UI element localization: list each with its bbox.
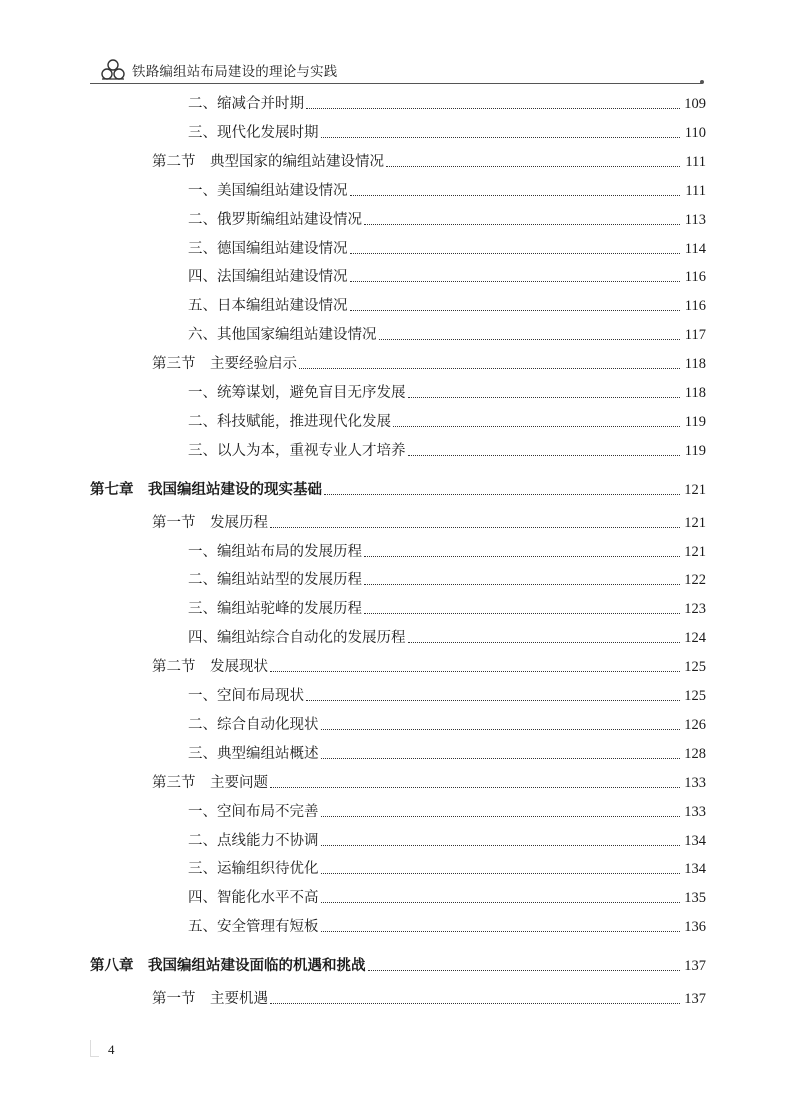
toc-entry-item[interactable] — [188, 886, 706, 910]
book-title: 铁路编组站布局建设的理论与实践 — [132, 64, 338, 80]
toc-entry-title: 四、编组站综合自动化的发展历程 — [188, 630, 406, 647]
toc-entry-chapter[interactable] — [90, 954, 706, 978]
toc-entry-page: 121 — [684, 514, 706, 531]
toc-entry-page: 122 — [684, 572, 706, 589]
toc-entry-item[interactable] — [188, 684, 706, 708]
toc-entry-page: 124 — [684, 630, 706, 647]
toc-entry-item[interactable] — [188, 742, 706, 766]
toc-entry-title: 第七章 我国编组站建设的现实基础 — [90, 481, 322, 498]
toc-entry-title: 三、以人为本，重视专业人才培养 — [188, 442, 406, 459]
toc-dot-leader — [270, 771, 680, 795]
toc-entry-page: 109 — [684, 96, 706, 112]
toc-dot-leader — [408, 626, 681, 650]
toc-entry-page: 133 — [684, 774, 706, 791]
running-header — [90, 56, 702, 86]
toc-entry-page: 110 — [684, 124, 706, 141]
toc-entry-page: 119 — [684, 413, 706, 430]
toc-entry-title: 四、智能化水平不高 — [188, 890, 319, 907]
toc-entry-title: 第三节 主要问题 — [152, 774, 268, 791]
toc-dot-leader — [321, 121, 681, 145]
toc-entry-page: 137 — [684, 991, 706, 1007]
toc-entry-page: 119 — [684, 442, 706, 459]
toc-entry-title: 二、科技赋能，推进现代化发展 — [188, 413, 391, 430]
toc-entry-page: 118 — [684, 385, 706, 401]
toc-dot-leader — [321, 857, 681, 881]
toc-entry-title: 一、空间布局不完善 — [188, 803, 319, 820]
toc-entry-title: 一、统筹谋划，避免盲目无序发展 — [188, 385, 406, 401]
toc-entry-item[interactable] — [188, 626, 706, 650]
toc-entry-section[interactable] — [152, 655, 706, 679]
toc-dot-leader — [393, 410, 680, 434]
toc-entry-title: 三、编组站驼峰的发展历程 — [188, 601, 362, 618]
toc-entry-item[interactable] — [188, 829, 706, 853]
toc-entry-title: 二、缩减合并时期 — [188, 96, 304, 112]
toc-dot-leader — [379, 323, 681, 347]
toc-entry-page: 137 — [684, 958, 706, 975]
toc-entry-page: 113 — [684, 211, 706, 228]
toc-entry-chapter[interactable] — [90, 478, 706, 502]
toc-entry-item[interactable] — [188, 540, 706, 564]
toc-entry-page: 134 — [684, 832, 706, 849]
toc-entry-section[interactable] — [152, 511, 706, 535]
toc-entry-item[interactable] — [188, 121, 706, 145]
toc-entry-item[interactable] — [188, 915, 706, 939]
toc-dot-leader — [306, 684, 680, 708]
toc-entry-item[interactable] — [188, 237, 706, 261]
toc-entry-title: 二、综合自动化现状 — [188, 716, 319, 733]
toc-dot-leader — [270, 511, 680, 535]
toc-dot-leader — [386, 150, 680, 174]
toc-entry-title: 第一节 主要机遇 — [152, 991, 268, 1007]
toc-dot-leader — [270, 987, 680, 1011]
toc-entry-item[interactable] — [188, 92, 706, 116]
toc-entry-page: 125 — [684, 688, 706, 704]
toc-entry-section[interactable] — [152, 352, 706, 376]
toc-entry-title: 一、美国编组站建设情况 — [188, 182, 348, 199]
toc-entry-page: 121 — [684, 543, 706, 560]
toc-entry-page: 135 — [684, 890, 706, 907]
toc-entry-title: 五、日本编组站建设情况 — [188, 298, 348, 315]
toc-entry-title: 三、德国编组站建设情况 — [188, 240, 348, 257]
toc-dot-leader — [408, 381, 681, 405]
toc-dot-leader — [350, 237, 681, 261]
toc-entry-page: 114 — [684, 240, 706, 257]
toc-entry-page: 126 — [684, 716, 706, 733]
toc-entry-title: 一、空间布局现状 — [188, 688, 304, 704]
toc-entry-item[interactable] — [188, 439, 706, 463]
toc-entry-item[interactable] — [188, 265, 706, 289]
toc-entry-page: 134 — [684, 861, 706, 878]
toc-dot-leader — [270, 655, 680, 679]
toc-dot-leader — [321, 886, 681, 910]
toc-dot-leader — [350, 179, 681, 203]
toc-entry-item[interactable] — [188, 410, 706, 434]
toc-dot-leader — [350, 265, 681, 289]
toc-entry-page: 117 — [684, 327, 706, 344]
toc-entry-title: 三、典型编组站概述 — [188, 745, 319, 762]
toc-entry-title: 六、其他国家编组站建设情况 — [188, 327, 377, 344]
toc-entry-title: 二、点线能力不协调 — [188, 832, 319, 849]
toc-dot-leader — [321, 742, 681, 766]
toc-entry-title: 第三节 主要经验启示 — [152, 356, 297, 373]
toc-entry-title: 第一节 发展历程 — [152, 514, 268, 531]
toc-entry-item[interactable] — [188, 381, 706, 405]
toc-entry-title: 二、俄罗斯编组站建设情况 — [188, 211, 362, 228]
toc-dot-leader — [368, 954, 681, 978]
toc-entry-title: 三、运输组织待优化 — [188, 861, 319, 878]
toc-entry-item[interactable] — [188, 597, 706, 621]
toc-dot-leader — [321, 915, 681, 939]
toc-entry-item[interactable] — [188, 568, 706, 592]
toc-entry-title: 一、编组站布局的发展历程 — [188, 543, 362, 560]
toc-dot-leader — [364, 208, 680, 232]
toc-dot-leader — [321, 829, 681, 853]
toc-dot-leader — [324, 478, 680, 502]
toc-entry-title: 第八章 我国编组站建设面临的机遇和挑战 — [90, 958, 366, 975]
toc-entry-title: 二、编组站站型的发展历程 — [188, 572, 362, 589]
toc-entry-page: 133 — [684, 803, 706, 820]
toc-entry-section[interactable] — [152, 771, 706, 795]
toc-entry-item[interactable] — [188, 857, 706, 881]
toc-entry-item[interactable] — [188, 713, 706, 737]
toc-entry-page: 116 — [684, 269, 706, 286]
toc-entry-section[interactable] — [152, 987, 706, 1011]
railway-logo-icon — [100, 58, 126, 80]
header-rule — [90, 83, 702, 84]
page-number: 4 — [108, 1042, 115, 1057]
toc-dot-leader — [364, 597, 680, 621]
toc-entry-item[interactable] — [188, 179, 706, 203]
toc-entry-title: 三、现代化发展时期 — [188, 124, 319, 141]
toc-entry-page: 121 — [684, 481, 706, 498]
toc-dot-leader — [306, 92, 680, 116]
toc-entry-title: 五、安全管理有短板 — [188, 919, 319, 936]
toc-entry-page: 111 — [685, 153, 706, 170]
toc-entry-section[interactable] — [152, 150, 706, 174]
toc-dot-leader — [299, 352, 680, 376]
toc-entry-title: 第二节 典型国家的编组站建设情况 — [152, 153, 384, 170]
toc-entry-title: 第二节 发展现状 — [152, 659, 268, 676]
toc-entry-title: 四、法国编组站建设情况 — [188, 269, 348, 286]
toc-entry-item[interactable] — [188, 294, 706, 318]
toc-entry-item[interactable] — [188, 208, 706, 232]
toc-dot-leader — [321, 713, 681, 737]
toc-entry-page: 136 — [684, 919, 706, 936]
toc-dot-leader — [364, 568, 680, 592]
toc-entry-page: 111 — [685, 182, 706, 199]
toc-dot-leader — [364, 540, 680, 564]
toc-entry-page: 118 — [684, 356, 706, 373]
toc-entry-item[interactable] — [188, 323, 706, 347]
toc-dot-leader — [321, 800, 681, 824]
header-rule-end-dot — [700, 80, 704, 84]
toc-entry-item[interactable] — [188, 800, 706, 824]
toc-entry-page: 123 — [684, 601, 706, 618]
toc-dot-leader — [350, 294, 681, 318]
toc-dot-leader — [408, 439, 681, 463]
toc-entry-page: 128 — [684, 745, 706, 762]
toc-entry-page: 116 — [684, 298, 706, 315]
page-corner-mark — [90, 1040, 99, 1057]
toc-entry-page: 125 — [684, 659, 706, 676]
